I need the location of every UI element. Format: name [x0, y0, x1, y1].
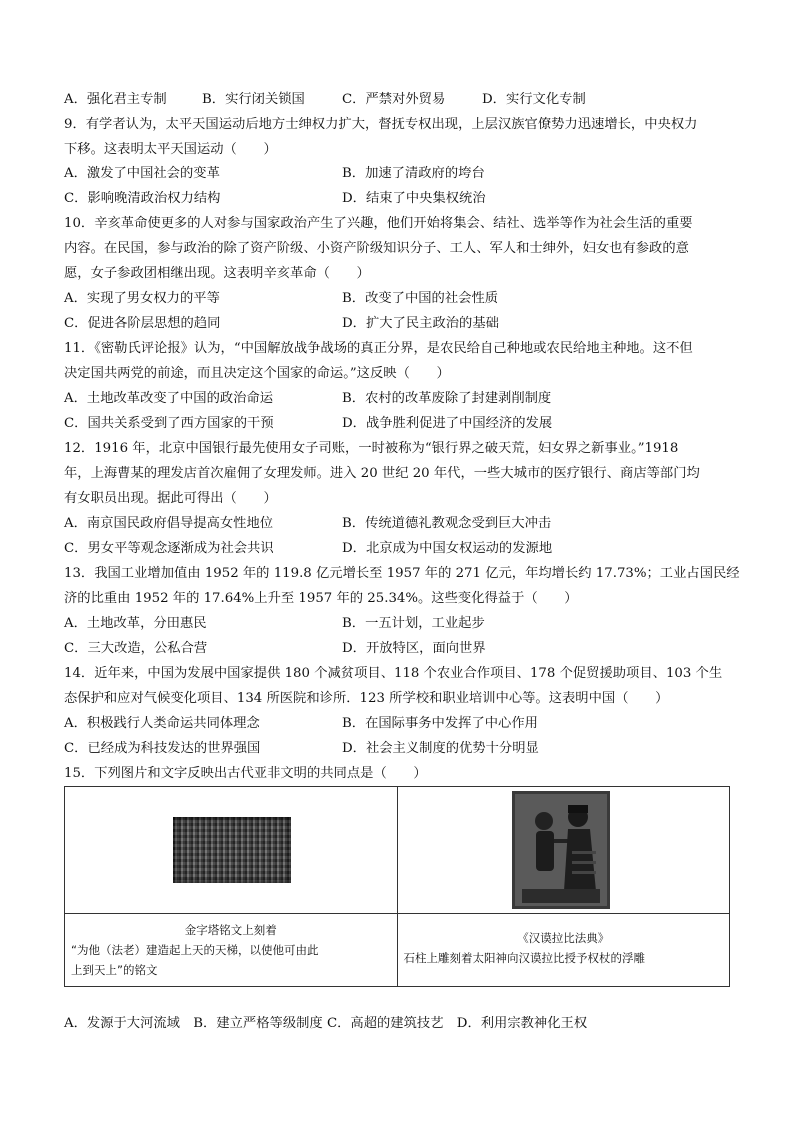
q11-stem-line2: 决定国共两党的前途，而且决定这个国家的命运。”这反映（ ） — [64, 366, 450, 381]
q12-stem-line1: 12．1916 年，北京中国银行最先使用女子司账，一时被称为“银行界之破天荒，妇女界之新事业。”1918 — [64, 441, 679, 456]
pyramid-caption — [65, 914, 398, 987]
q14-stem-line1: 14．近年来，中国为发展中国家提供 180 个减贫项目、118 个农业合作项目、178 个促贸援助项目、103 个生 — [64, 666, 723, 681]
q10-option-c[interactable]: C．促进各阶层思想的趋同 — [64, 316, 221, 331]
q15-figure-table — [64, 786, 730, 987]
q9-option-d[interactable]: D．结束了中央集权统治 — [342, 191, 486, 206]
pyramid-caption-title: 金字塔铭文上刻着 — [184, 923, 277, 937]
q9-option-b[interactable]: B．加速了清政府的垮台 — [342, 166, 485, 181]
q13-stem-line1: 13．我国工业增加值由 1952 年的 119.8 亿元增长至 1957 年的 271 亿元，年均增长约 17.73%；工业占国民经 — [64, 566, 740, 581]
q14-option-b[interactable]: B．在国际事务中发挥了中心作用 — [342, 716, 538, 731]
q14-stem-line2: 态保护和应对气候变化项目、134 所医院和诊所．123 所学校和职业培训中心等。这表明中国（ ） — [64, 691, 669, 706]
q9-option-a[interactable]: A．激发了中国社会的变革 — [64, 166, 220, 181]
hammurabi-stele-image — [512, 791, 610, 909]
pyramid-inscription-image — [173, 817, 291, 883]
hammurabi-caption — [397, 914, 730, 987]
q11-option-d[interactable]: D．战争胜利促进了中国经济的发展 — [342, 416, 553, 431]
q10-option-a[interactable]: A．实现了男女权力的平等 — [64, 291, 220, 306]
q9-stem-line1: 9．有学者认为，太平天国运动后地方士绅权力扩大，督抚专权出现，上层汉族官僚势力迅速增长，中央权力 — [64, 117, 698, 132]
q13-option-d[interactable]: D．开放特区，面向世界 — [342, 641, 486, 656]
q8-option-c[interactable]: C．严禁对外贸易 — [342, 92, 446, 107]
q13-option-b[interactable]: B．一五计划，工业起步 — [342, 616, 485, 631]
q11-option-a[interactable]: A．土地改革改变了中国的政治命运 — [64, 391, 274, 406]
q8-option-d[interactable]: D．实行文化专制 — [482, 92, 586, 107]
q10-option-d[interactable]: D．扩大了民主政治的基础 — [342, 316, 499, 331]
q11-option-b[interactable]: B．农村的改革废除了封建剥削制度 — [342, 391, 552, 406]
q9-stem-line2: 下移。这表明太平天国运动（ ） — [64, 142, 277, 157]
q11-stem-line1: 11．《密勒氏评论报》认为，“中国解放战争战场的真正分界，是农民给自己种地或农民给地主种地。这不但 — [64, 341, 693, 356]
q12-stem-line2: 年，上海曹某的理发店首次雇佣了女理发师。进入 20 世纪 20 年代，一些大城市的医疗银行、商店等部门均 — [64, 466, 700, 481]
q15-stem-line1: 15．下列图片和文字反映出古代亚非文明的共同点是（ ） — [64, 766, 427, 781]
pyramid-caption-line2: 上到天上”的铭文 — [71, 963, 158, 977]
q8-option-a[interactable]: A．强化君主专制 — [64, 92, 167, 107]
pyramid-inscription-cell — [65, 787, 398, 914]
hammurabi-stele-cell — [397, 787, 730, 914]
q13-stem-line2: 济的比重由 1952 年的 17.64%上升至 1957 年的 25.34%。这些变化得益于（ ） — [64, 591, 578, 606]
q12-option-c[interactable]: C．男女平等观念逐渐成为社会共识 — [64, 541, 274, 556]
q13-option-a[interactable]: A．土地改革，分田惠民 — [64, 616, 207, 631]
q15-options[interactable]: A．发源于大河流域 B．建立严格等级制度 C．高超的建筑技艺 D．利用宗教神化王权 — [64, 1016, 588, 1031]
hammurabi-caption-line1: 石柱上雕刻着太阳神向汉谟拉比授予权杖的浮雕 — [403, 951, 645, 965]
q14-option-d[interactable]: D．社会主义制度的优势十分明显 — [342, 741, 539, 756]
q10-stem-line3: 愿，女子参政团相继出现。这表明辛亥革命（ ） — [64, 266, 370, 281]
q13-option-c[interactable]: C．三大改造，公私合营 — [64, 641, 208, 656]
q12-option-d[interactable]: D．北京成为中国女权运动的发源地 — [342, 541, 553, 556]
q12-stem-line3: 有女职员出现。据此可得出（ ） — [64, 491, 277, 506]
q14-option-a[interactable]: A．积极践行人类命运共同体理念 — [64, 716, 260, 731]
pyramid-caption-line1: “为他（法老）建造起上天的天梯，以使他可由此 — [71, 943, 319, 957]
q10-stem-line2: 内容。在民国，参与政治的除了资产阶级、小资产阶级知识分子、工人、军人和士绅外，妇女也有参政的意 — [64, 241, 689, 256]
q9-option-c[interactable]: C．影响晚清政治权力结构 — [64, 191, 221, 206]
q14-option-c[interactable]: C．已经成为科技发达的世界强国 — [64, 741, 261, 756]
q12-option-a[interactable]: A．南京国民政府倡导提高女性地位 — [64, 516, 274, 531]
hammurabi-caption-title: 《汉谟拉比法典》 — [517, 931, 610, 945]
q10-stem-line1: 10．辛亥革命使更多的人对参与国家政治产生了兴趣，他们开始将集会、结社、选举等作为社会生活的重要 — [64, 216, 693, 231]
q8-option-b[interactable]: B．实行闭关锁国 — [202, 92, 305, 107]
q11-option-c[interactable]: C．国共关系受到了西方国家的干预 — [64, 416, 274, 431]
q10-option-b[interactable]: B．改变了中国的社会性质 — [342, 291, 499, 306]
q12-option-b[interactable]: B．传统道德礼教观念受到巨大冲击 — [342, 516, 552, 531]
